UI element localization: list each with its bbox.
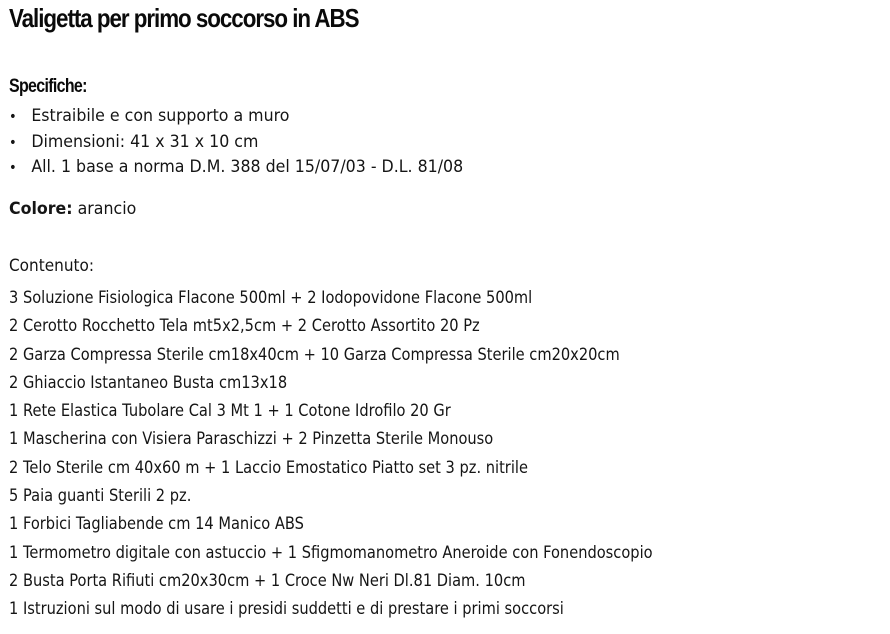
contents-item: 2 Busta Porta Rifiuti cm20x30cm + 1 Croce Nw Neri Dl.81 Diam. 10cm — [9, 570, 526, 591]
specs-item — [9, 155, 463, 181]
contents-item: 2 Ghiaccio Istantaneo Busta cm13x18 — [9, 372, 288, 393]
color-row — [9, 199, 136, 219]
specs-item-text: All. 1 base a norma D.M. 388 del 15/07/03 - D.L. 81/08 — [31, 157, 464, 177]
contents-item: 3 Soluzione Fisiologica Flacone 500ml + 2 Iodopovidone Flacone 500ml — [9, 288, 533, 308]
contents-item: 1 Termometro digitale con astuccio + 1 Sfigmomanometro Aneroide con Fonendoscopio — [9, 542, 653, 563]
bullet-icon: • — [9, 109, 17, 125]
bullet-icon: • — [9, 134, 17, 151]
contents-heading: Contenuto: — [9, 256, 95, 276]
specs-item-text: Estraibile e con supporto a muro — [31, 106, 290, 126]
contents-item: 1 Forbici Tagliabende cm 14 Manico ABS — [9, 514, 304, 535]
specs-item-text: Dimensioni: 41 x 31 x 10 cm — [31, 131, 259, 152]
contents-list — [9, 284, 757, 624]
specs-heading: Specifiche: — [9, 76, 87, 97]
specs-list — [9, 104, 497, 181]
specs-item — [9, 130, 463, 156]
color-value: arancio — [72, 199, 137, 219]
bullet-icon: • — [9, 160, 17, 176]
contents-item: 1 Mascherina con Visiera Paraschizzi + 2 Pinzetta Sterile Monouso — [9, 429, 494, 450]
specs-item — [9, 104, 463, 130]
contents-item: 1 Istruzioni sul modo di usare i presidi suddetti e di prestare i primi soccorsi — [9, 599, 564, 620]
contents-item: 1 Rete Elastica Tubolare Cal 3 Mt 1 + 1 Cotone Idrofilo 20 Gr — [9, 401, 451, 422]
color-label: Colore: — [9, 199, 73, 219]
contents-item: 2 Garza Compressa Sterile cm18x40cm + 10 Garza Compressa Sterile cm20x20cm — [9, 344, 620, 365]
contents-item: 2 Cerotto Rocchetto Tela mt5x2,5cm + 2 Cerotto Assortito 20 Pz — [9, 316, 480, 337]
contents-item: 5 Paia guanti Sterili 2 pz. — [9, 486, 192, 507]
page-title: Valigetta per primo soccorso in ABS — [9, 3, 359, 33]
contents-item: 2 Telo Sterile cm 40x60 m + 1 Laccio Emostatico Piatto set 3 pz. nitrile — [9, 457, 528, 478]
